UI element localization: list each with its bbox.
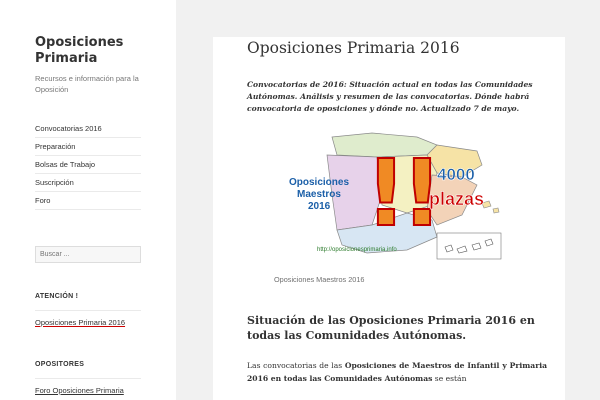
exclamation-marks: !!: [365, 140, 437, 247]
post-intro: Convocatorias de 2016: Situación actual en todas las Comunidades Autónomas. Análisis y resumen de las convocatorias. Dónde habrá convocatoria de oposiciones y dónde no. Actualizado 7 de mayo.: [247, 80, 533, 113]
featured-image[interactable]: [277, 125, 507, 270]
post-card: [213, 37, 565, 400]
image-text-maestros: Maestros: [297, 189, 341, 200]
sidebar: [0, 0, 176, 400]
nav-item-convocatorias[interactable]: Convocatorias 2016: [35, 120, 141, 138]
widget-divider: [35, 378, 141, 379]
widget-title-atencion: ATENCIÓN !: [35, 293, 79, 300]
image-text-oposiciones: Oposiciones: [289, 177, 350, 188]
widget-divider: [35, 310, 141, 311]
widget-link-foro[interactable]: Foro Oposiciones Primaria: [35, 386, 124, 395]
body-text-bold: Oposiciones de Maestros de Infantil y Primaria 2016 en todas las Comunidades Autónomas: [247, 361, 548, 383]
site-title[interactable]: Oposiciones Primaria: [35, 35, 124, 66]
widget-link-oposiciones[interactable]: Oposiciones Primaria 2016: [35, 318, 126, 327]
section-title: Situación de las Oposiciones Primaria 2016 en todas las Comunidades Autónomas.: [247, 314, 535, 342]
map-islands-east: [482, 201, 499, 213]
site-description: Recursos e información para la Oposición: [35, 74, 139, 94]
nav-item-bolsas[interactable]: Bolsas de Trabajo: [35, 156, 141, 174]
image-text-plazas: plazas: [429, 189, 485, 209]
nav-item-preparacion[interactable]: Preparación: [35, 138, 141, 156]
nav-item-suscripcion[interactable]: Suscripción: [35, 174, 141, 192]
map-islands-canary: [445, 239, 493, 253]
body-text-start: Las convocatorias de las: [247, 361, 345, 370]
body-paragraph: [247, 359, 547, 385]
image-text-year: 2016: [308, 201, 331, 212]
image-text-count: 4000: [437, 165, 475, 184]
post-title: Oposiciones Primaria 2016: [247, 39, 460, 57]
search-input[interactable]: [35, 246, 141, 263]
body-text-end: se están: [432, 374, 467, 383]
widget-title-opositores: OPOSITORES: [35, 361, 85, 368]
nav-item-foro[interactable]: Foro: [35, 192, 141, 210]
image-caption: Oposiciones Maestros 2016: [274, 275, 365, 284]
main-navigation: [35, 120, 141, 210]
image-url: http://oposicionesprimaria.info: [317, 247, 397, 253]
map-canary-frame: [437, 233, 501, 259]
spain-map-image: [277, 125, 507, 270]
